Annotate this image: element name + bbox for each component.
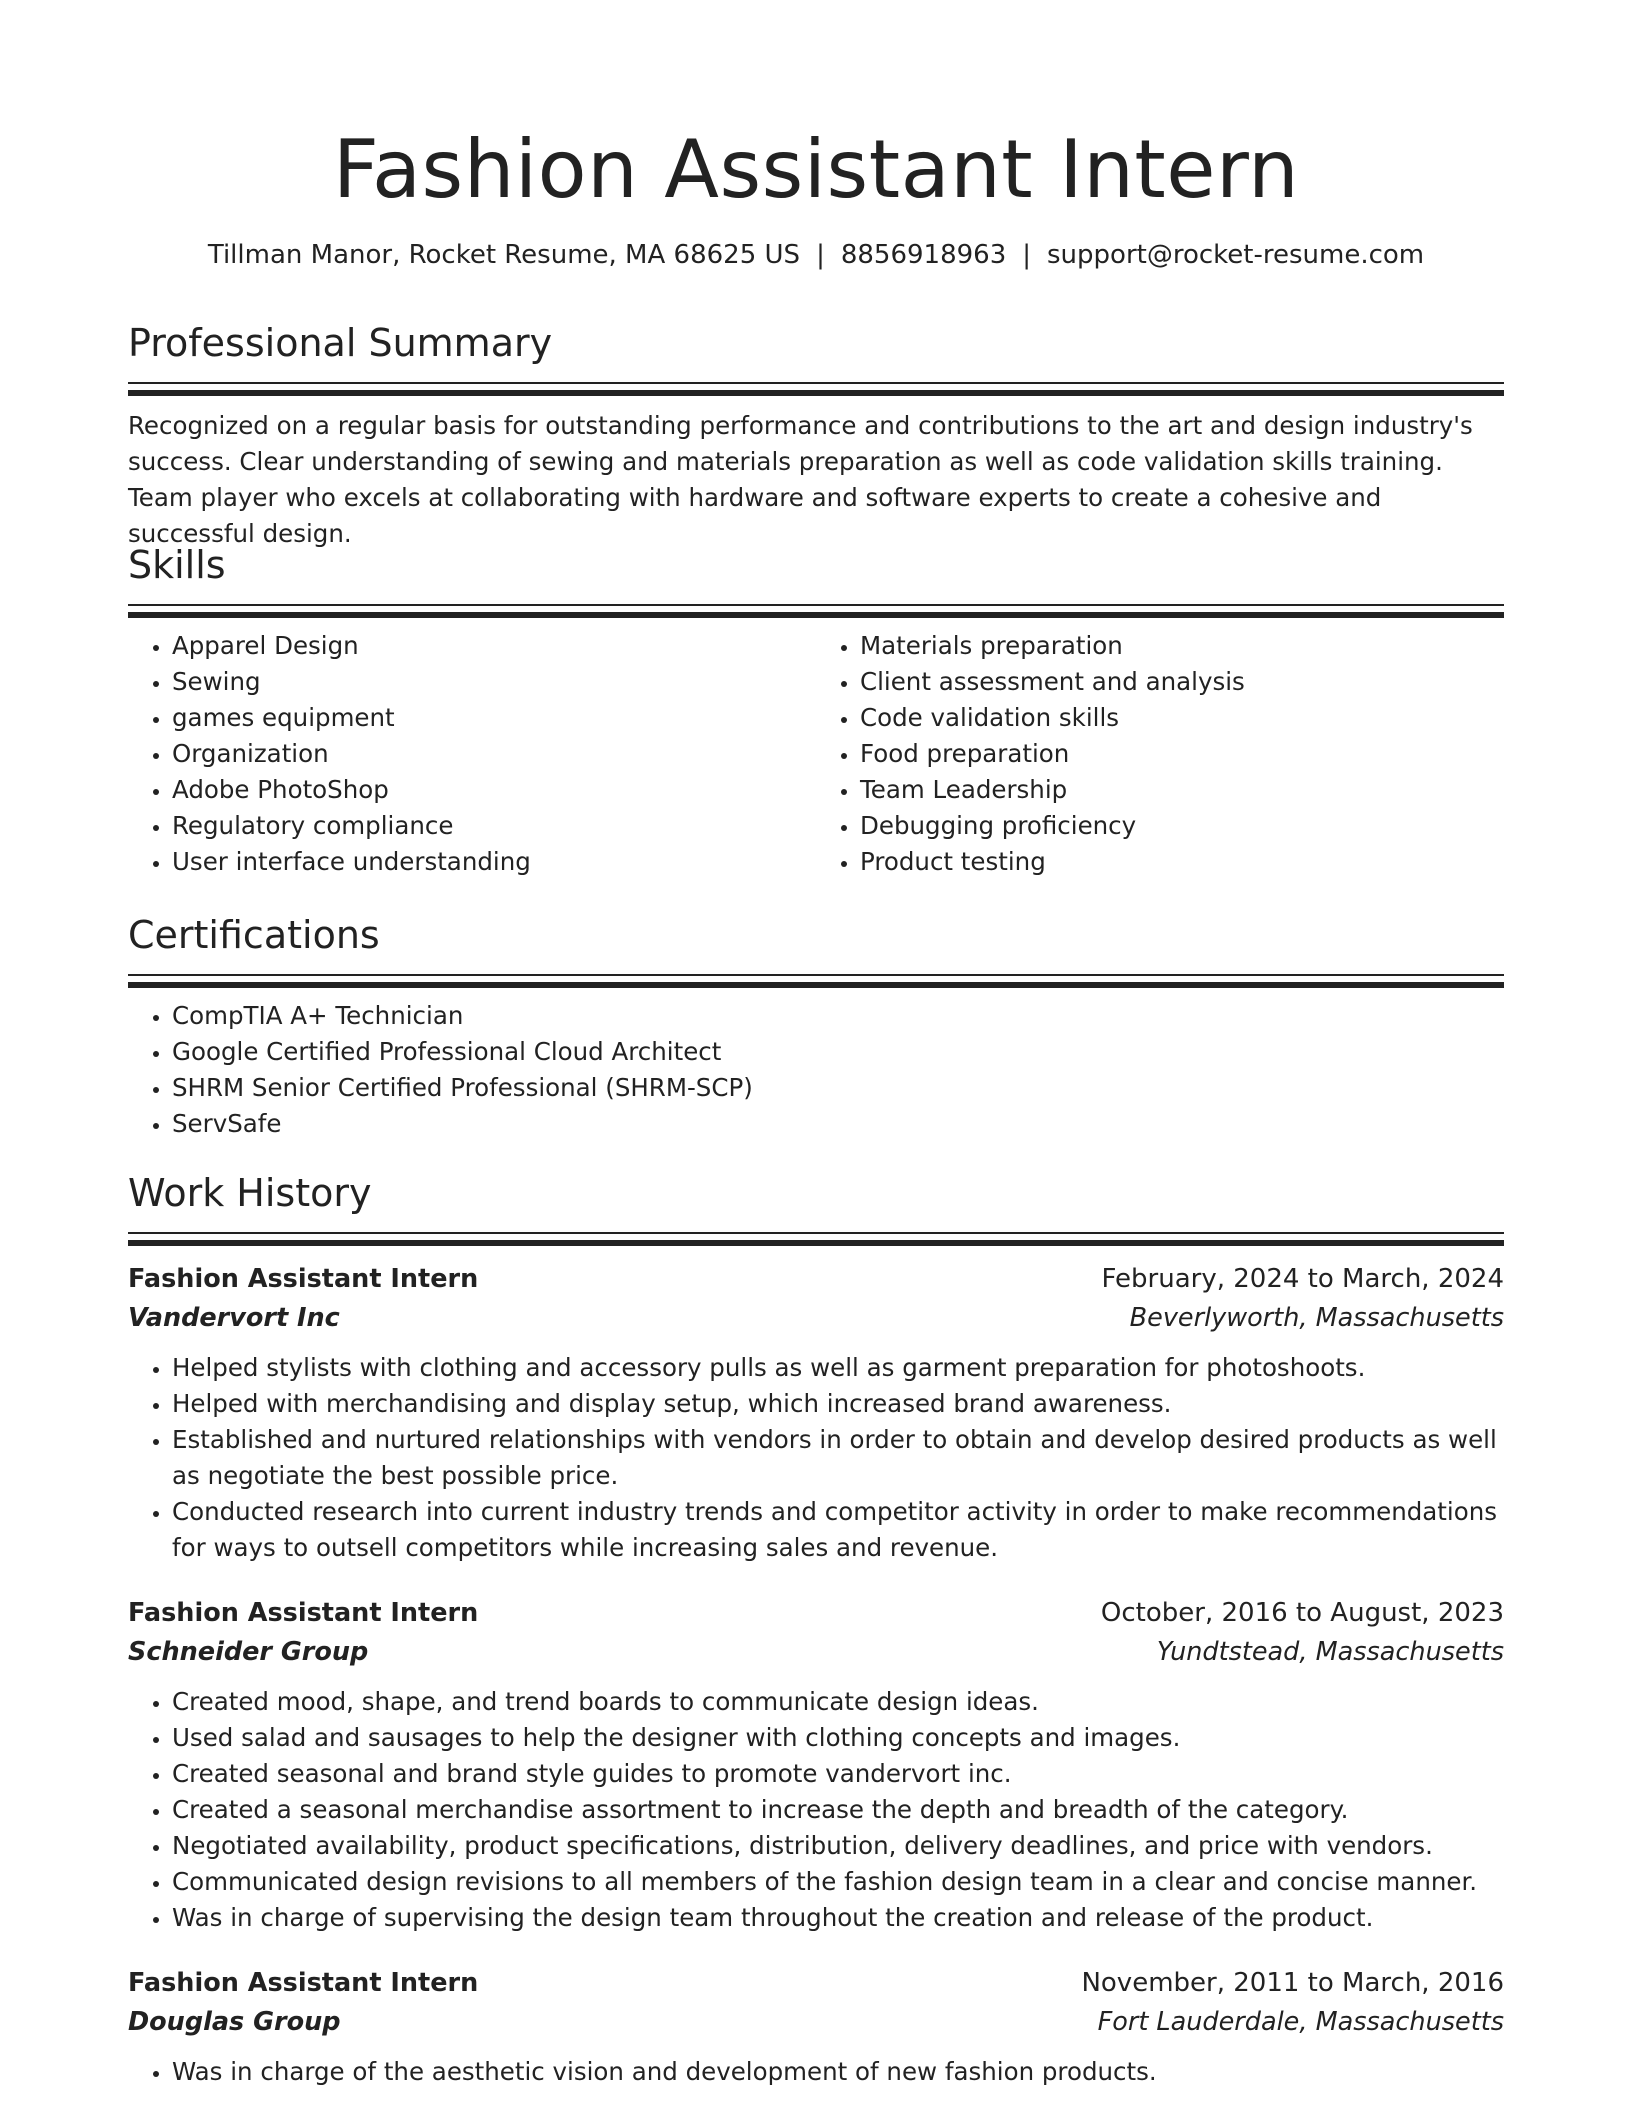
job-company: Vandervort Inc xyxy=(128,1303,340,1333)
job-title: Fashion Assistant Intern xyxy=(128,1598,479,1628)
contact-separator: | xyxy=(1022,240,1032,270)
job-entry xyxy=(128,1964,1504,2090)
job-company: Schneider Group xyxy=(128,1637,369,1667)
skill-item: • User interface understanding xyxy=(172,844,816,880)
certification-item: • ServSafe xyxy=(172,1106,1504,1142)
job-bullets xyxy=(128,1350,1504,1566)
skill-item: • Regulatory compliance xyxy=(172,808,816,844)
section-divider xyxy=(128,604,1504,618)
email-link[interactable]: support@rocket-resume.com xyxy=(1047,240,1425,270)
job-location: Yundtstead, Massachusetts xyxy=(1156,1637,1504,1667)
job-entry xyxy=(128,1594,1504,1936)
skill-item: • Sewing xyxy=(172,664,816,700)
contact-line xyxy=(128,238,1504,272)
job-bullet: • Conducted research into current industry trends and competitor activity in order to make recommendations for ways to outsell competitors while increasing sales and revenue. xyxy=(172,1494,1504,1566)
job-bullet: • Communicated design revisions to all members of the fashion design team in a clear and concise manner. xyxy=(172,1864,1504,1900)
summary-text: Recognized on a regular basis for outstanding performance and contributions to the art and design industry's success. Clear understanding of sewing and materials preparation as well as code validation skills training. Team player who excels at collaborating with hardware and software experts to create a cohesive and successful design. xyxy=(128,411,1473,548)
job-bullet: • Helped stylists with clothing and accessory pulls as well as garment preparation for photoshoots. xyxy=(172,1350,1504,1386)
job-bullet: • Helped with merchandising and display setup, which increased brand awareness. xyxy=(172,1386,1504,1422)
phone: 8856918963 xyxy=(840,240,1007,270)
skill-item: • Debugging proficiency xyxy=(860,808,1504,844)
job-bullet: • Negotiated availability, product specifications, distribution, delivery deadlines, and price with vendors. xyxy=(172,1828,1504,1864)
skill-item: • Materials preparation xyxy=(860,628,1504,664)
job-bullet: • Was in charge of the aesthetic vision and development of new fashion products. xyxy=(172,2054,1504,2090)
job-title: Fashion Assistant Intern xyxy=(128,1264,479,1294)
skills-grid xyxy=(128,628,1504,880)
job-dates: November, 2011 to March, 2016 xyxy=(1081,1968,1504,1998)
summary-heading: Professional Summary xyxy=(128,321,553,365)
address: Tillman Manor, Rocket Resume, MA 68625 US xyxy=(207,240,801,270)
job-entry xyxy=(128,1260,1504,1566)
job-location: Fort Lauderdale, Massachusetts xyxy=(1097,2007,1504,2037)
job-bullet: • Was in charge of supervising the design team throughout the creation and release of the product. xyxy=(172,1900,1504,1936)
candidate-name: Fashion Assistant Intern xyxy=(332,123,1300,216)
certification-item: • CompTIA A+ Technician xyxy=(172,998,1504,1034)
section-divider xyxy=(128,382,1504,396)
certifications-heading: Certifications xyxy=(128,913,380,957)
skill-item: • Product testing xyxy=(860,844,1504,880)
job-bullet: • Created mood, shape, and trend boards to communicate design ideas. xyxy=(172,1684,1504,1720)
section-divider xyxy=(128,974,1504,988)
contact-separator: | xyxy=(816,240,825,270)
job-bullet: • Established and nurtured relationships with vendors in order to obtain and develop desired products as well as negotiate the best possible price. xyxy=(172,1422,1504,1494)
certifications-section xyxy=(128,910,1504,1142)
skill-item: • Food preparation xyxy=(860,736,1504,772)
skill-item: • Client assessment and analysis xyxy=(860,664,1504,700)
job-dates: February, 2024 to March, 2024 xyxy=(1101,1264,1504,1294)
certifications-list xyxy=(128,998,1504,1142)
skill-item: • Adobe PhotoShop xyxy=(172,772,816,808)
job-title: Fashion Assistant Intern xyxy=(128,1968,479,1998)
skill-item: • Apparel Design xyxy=(172,628,816,664)
job-dates: October, 2016 to August, 2023 xyxy=(1100,1598,1504,1628)
job-bullet: • Created a seasonal merchandise assortment to increase the depth and breadth of the category. xyxy=(172,1792,1504,1828)
skills-list-left xyxy=(128,628,816,880)
work-history-section xyxy=(128,1168,1504,2090)
skills-list-right xyxy=(816,628,1504,880)
job-bullets xyxy=(128,1684,1504,1936)
skills-heading: Skills xyxy=(128,543,226,587)
certification-item: • Google Certified Professional Cloud Architect xyxy=(172,1034,1504,1070)
job-location: Beverlyworth, Massachusetts xyxy=(1129,1303,1504,1333)
section-divider xyxy=(128,1232,1504,1246)
job-company: Douglas Group xyxy=(128,2007,341,2037)
skill-item: • games equipment xyxy=(172,700,816,736)
summary-section xyxy=(128,318,1504,552)
skill-item: • Team Leadership xyxy=(860,772,1504,808)
job-bullet: • Used salad and sausages to help the designer with clothing concepts and images. xyxy=(172,1720,1504,1756)
skill-item: • Organization xyxy=(172,736,816,772)
skill-item: • Code validation skills xyxy=(860,700,1504,736)
work-history-heading: Work History xyxy=(128,1171,372,1215)
job-bullet: • Created seasonal and brand style guides to promote vandervort inc. xyxy=(172,1756,1504,1792)
skills-section xyxy=(128,540,1504,880)
job-bullets xyxy=(128,2054,1504,2090)
certification-item: • SHRM Senior Certified Professional (SHRM-SCP) xyxy=(172,1070,1504,1106)
